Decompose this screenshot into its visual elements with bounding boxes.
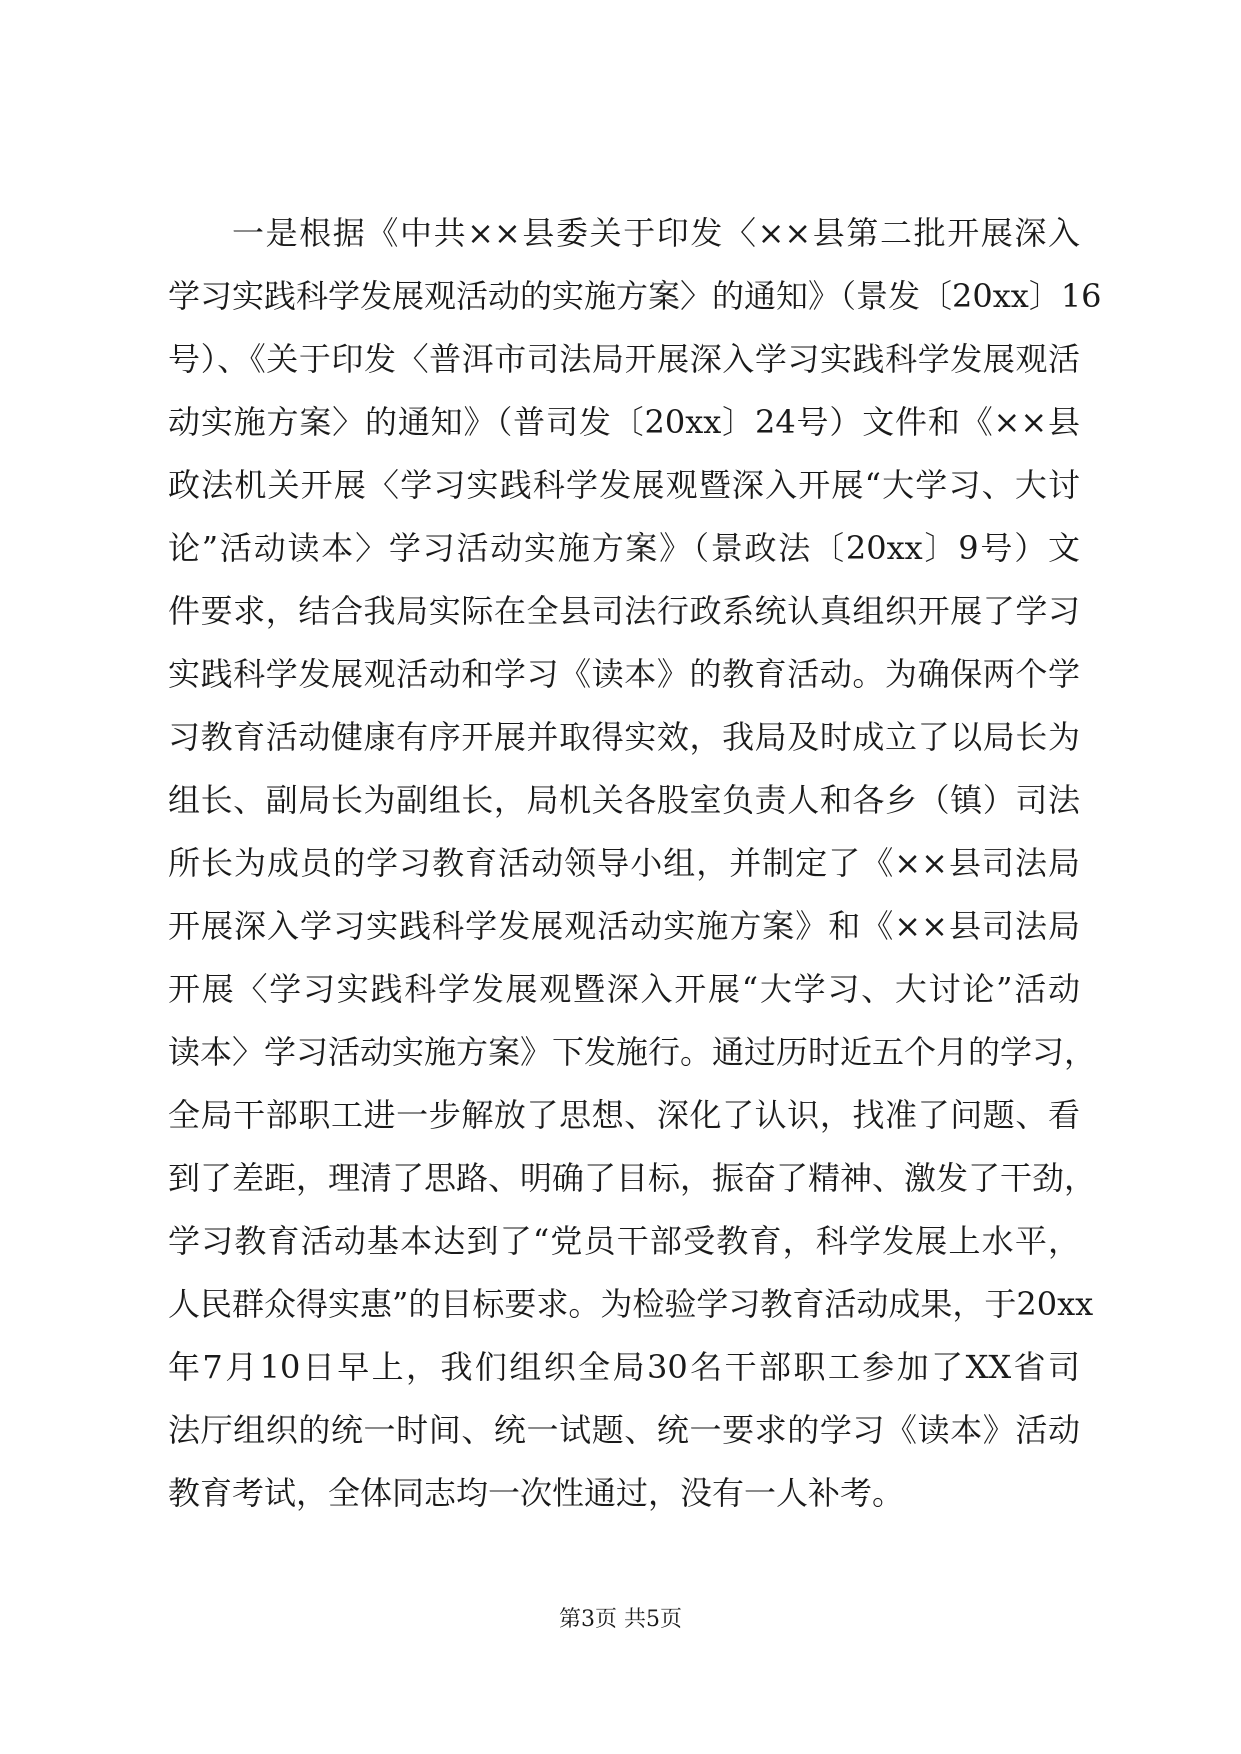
body-paragraph xyxy=(168,202,1102,1525)
page-number-footer: 第3页 共5页 xyxy=(559,1607,682,1632)
paragraph-line: 习教育活动健康有序开展并取得实效，我局及时成立了以局长为 xyxy=(168,718,1080,756)
paragraph-line: 年7月10日早上，我们组织全局30名干部职工参加了XX省司 xyxy=(168,1348,1080,1386)
paragraph-line: 读本〉学习活动实施方案》下发施行。通过历时近五个月的学习， xyxy=(168,1033,1097,1071)
paragraph-line: 件要求，结合我局实际在全县司法行政系统认真组织开展了学习 xyxy=(168,592,1080,630)
paragraph-line: 论”活动读本〉学习活动实施方案》（景政法〔20xx〕9号）文 xyxy=(168,529,1080,567)
paragraph-line: 一是根据《中共××县委关于印发〈××县第二批开展深入 xyxy=(232,214,1080,252)
paragraph-line: 动实施方案〉的通知》（普司发〔20xx〕24号）文件和《××县 xyxy=(168,403,1080,441)
paragraph-line: 法厅组织的统一时间、统一试题、统一要求的学习《读本》活动 xyxy=(168,1411,1080,1449)
paragraph-line: 实践科学发展观活动和学习《读本》的教育活动。为确保两个学 xyxy=(168,655,1080,693)
paragraph-line: 学习教育活动基本达到了“党员干部受教育，科学发展上水平， xyxy=(168,1222,1080,1260)
paragraph-line: 教育考试，全体同志均一次性通过，没有一人补考。 xyxy=(168,1474,905,1512)
paragraph-line: 政法机关开展〈学习实践科学发展观暨深入开展“大学习、大讨 xyxy=(168,466,1080,504)
paragraph-line: 学习实践科学发展观活动的实施方案〉的通知》（景发〔20xx〕16 xyxy=(168,277,1102,315)
paragraph-line: 人民群众得实惠”的目标要求。为检验学习教育活动成果，于20xx xyxy=(168,1285,1094,1323)
paragraph-line: 所长为成员的学习教育活动领导小组，并制定了《××县司法局 xyxy=(168,844,1080,882)
paragraph-line: 开展深入学习实践科学发展观活动实施方案》和《××县司法局 xyxy=(168,907,1080,945)
paragraph-line: 组长、副局长为副组长，局机关各股室负责人和各乡（镇）司法 xyxy=(168,781,1080,819)
paragraph-line: 全局干部职工进一步解放了思想、深化了认识，找准了问题、看 xyxy=(168,1096,1080,1134)
paragraph-line: 开展〈学习实践科学发展观暨深入开展“大学习、大讨论”活动 xyxy=(168,970,1080,1008)
paragraph-line: 到了差距，理清了思路、明确了目标，振奋了精神、激发了干劲， xyxy=(168,1159,1097,1197)
paragraph-line: 号）、《关于印发〈普洱市司法局开展深入学习实践科学发展观活 xyxy=(168,340,1080,378)
